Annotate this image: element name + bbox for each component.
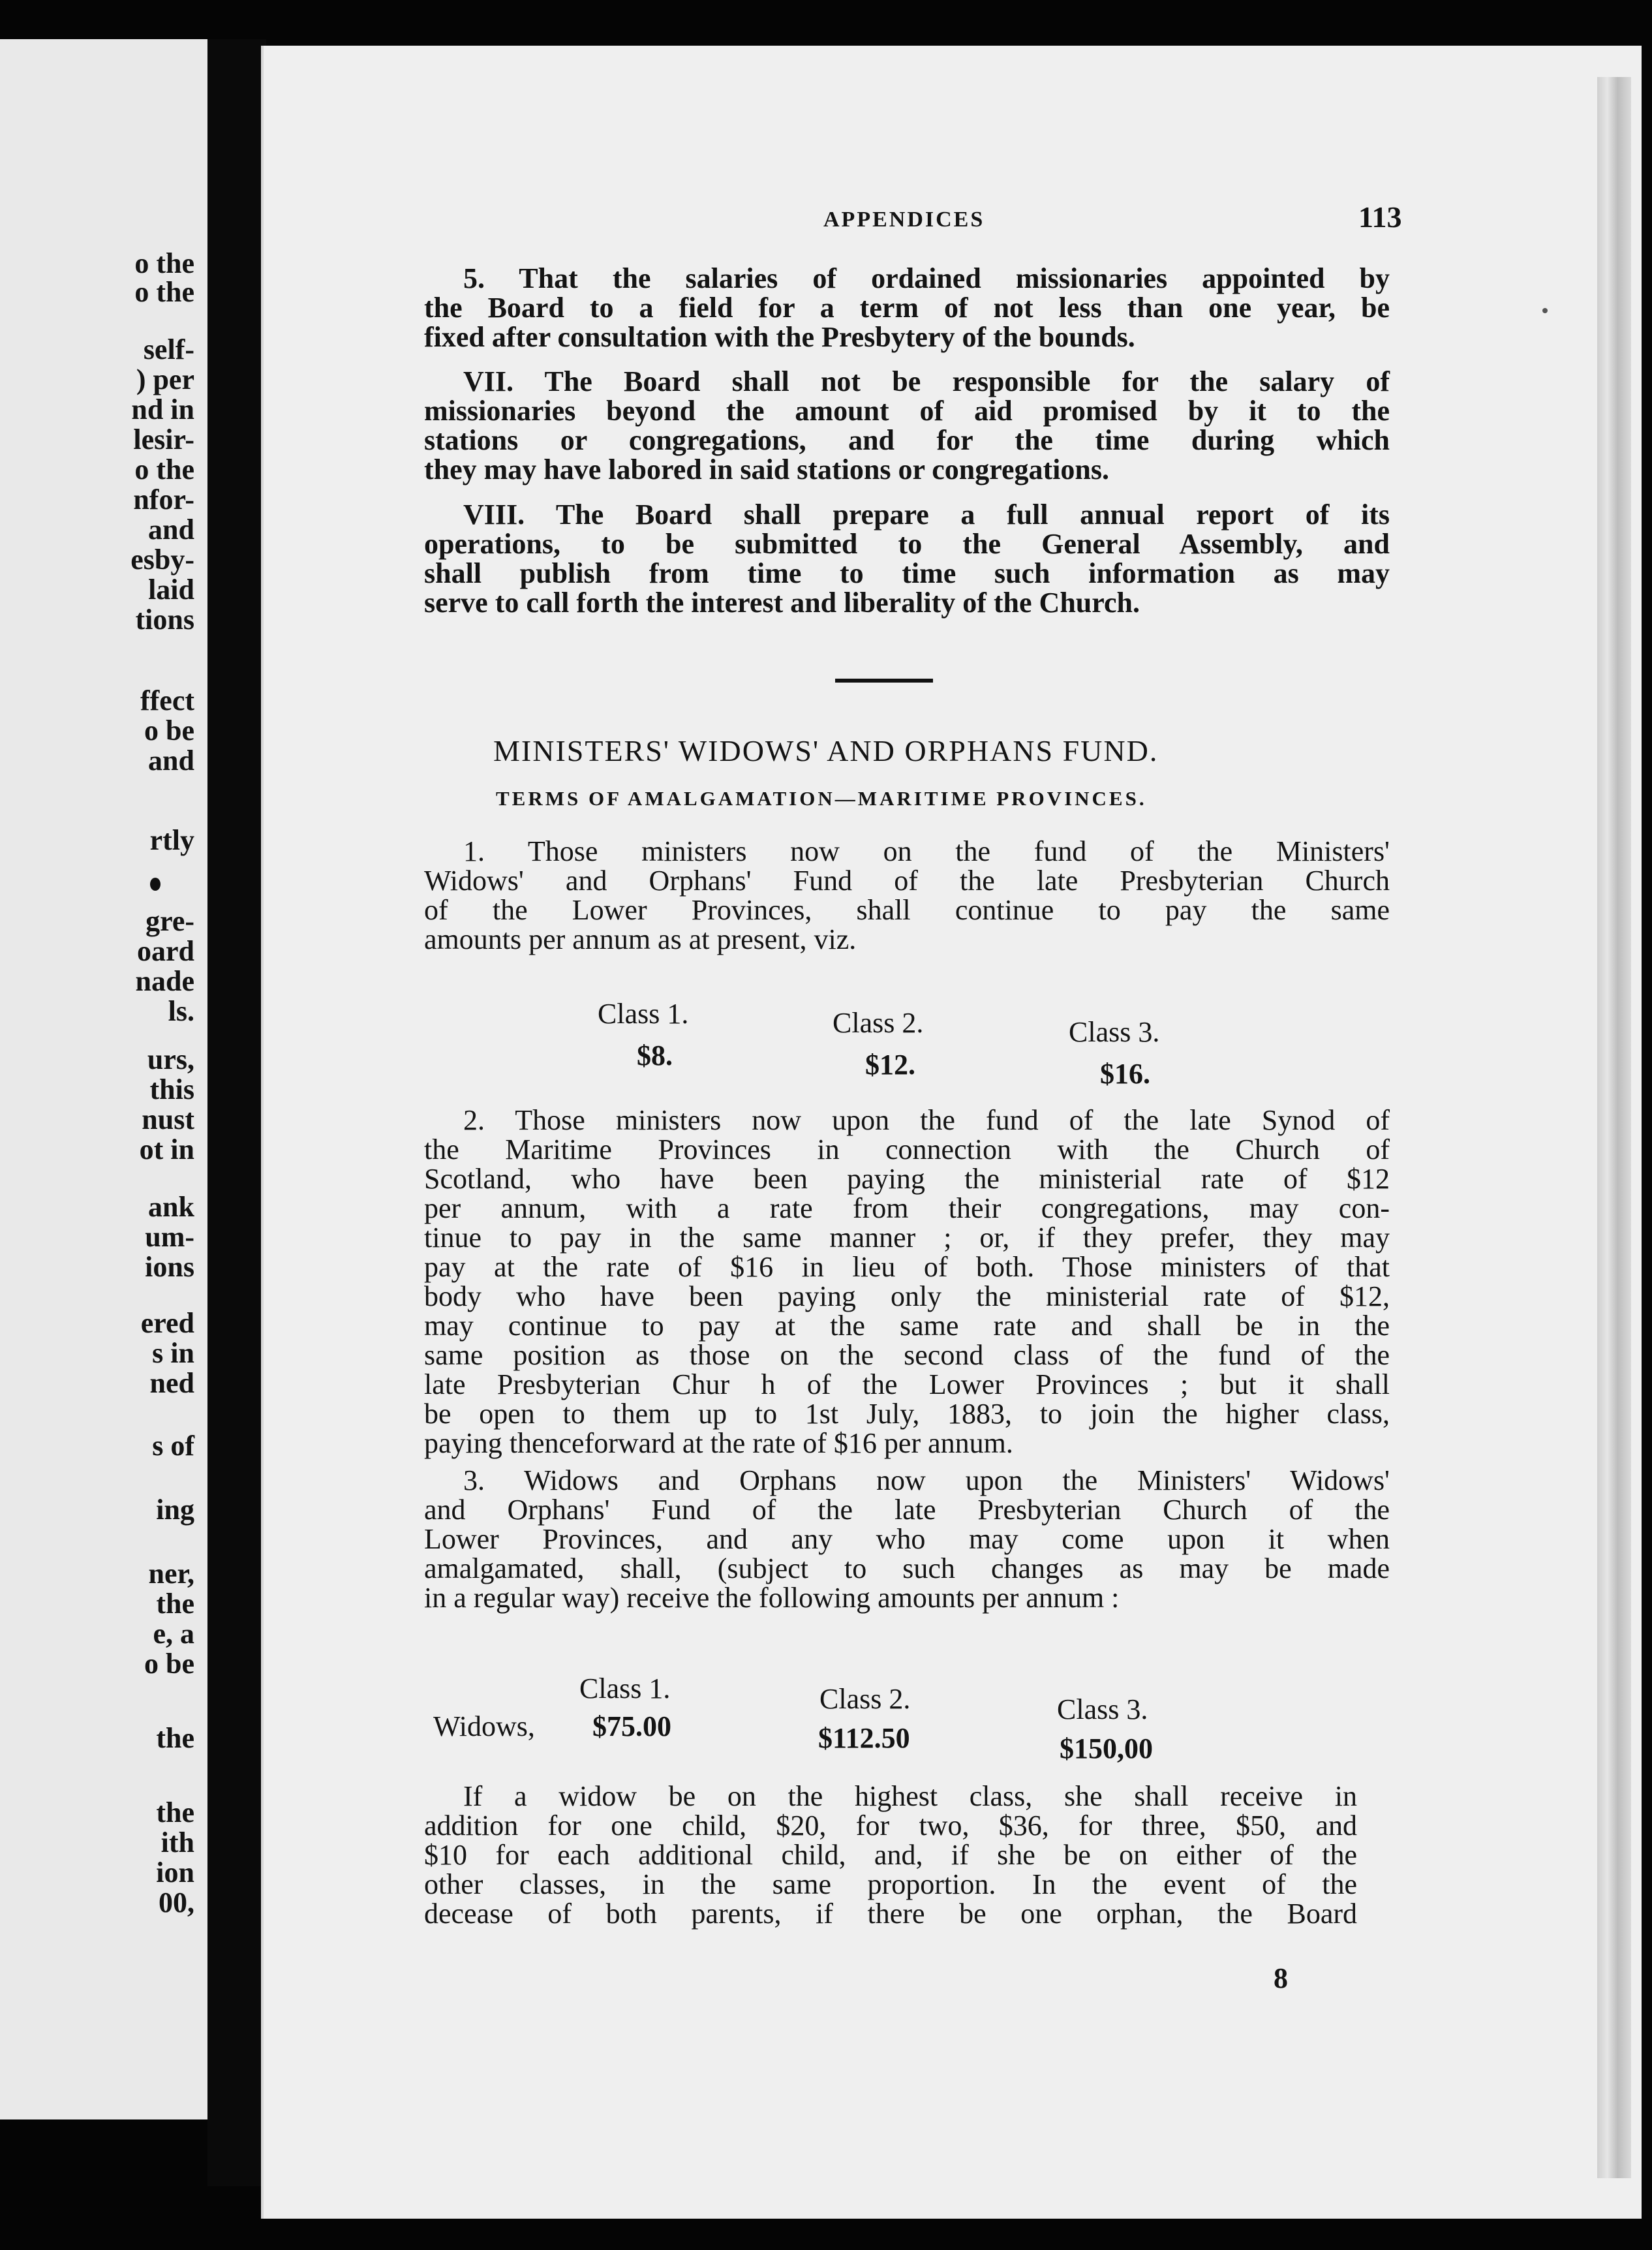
table-cell: $12.: [865, 1049, 915, 1081]
text-line: VII. The Board shall not be responsible for the salary of: [463, 365, 1390, 397]
left-fragment: oard: [137, 935, 194, 967]
text-line: in a regular way) receive the following amounts per annum :: [424, 1582, 1120, 1614]
book-gutter: [207, 39, 266, 2186]
ink-speck: [1542, 308, 1548, 313]
left-fragment: ions: [145, 1251, 194, 1283]
running-header: APPENDICES: [823, 208, 985, 232]
text-line: missionaries beyond the amount of aid promised by it to the: [424, 395, 1390, 427]
left-fragment: and: [148, 514, 194, 546]
table-header: Class 2.: [833, 1007, 924, 1039]
table-row-label: Widows,: [433, 1710, 535, 1742]
left-facing-page: [0, 39, 211, 2119]
text-line: stations or congregations, and for the time during which: [424, 424, 1390, 456]
left-fragment: ank: [148, 1191, 194, 1223]
text-line: amounts per annum as at present, viz.: [424, 923, 857, 955]
text-line: 5. That the salaries of ordained missionaries appointed by: [463, 262, 1390, 294]
left-fragment: 00,: [159, 1887, 194, 1919]
left-fragment: ned: [149, 1367, 194, 1399]
item-3: [424, 1466, 1390, 1612]
item-4: [424, 1781, 1357, 1928]
text-line: amalgamated, shall, (subject to such changes as may be made: [424, 1552, 1390, 1584]
text-line: serve to call forth the interest and liberality of the Church.: [424, 587, 1140, 619]
left-fragment: and: [148, 745, 194, 777]
text-line: be open to them up to 1st July, 1883, to join the higher class,: [424, 1398, 1390, 1430]
left-fragment: ing: [156, 1494, 194, 1526]
text-line: If a widow be on the highest class, she shall receive in: [463, 1780, 1357, 1812]
left-fragment: nade: [135, 965, 194, 997]
left-fragment: nust: [142, 1103, 194, 1135]
left-fragment: nd in: [131, 393, 194, 425]
left-fragment: ) per: [136, 363, 194, 395]
ink-spot: [150, 878, 161, 891]
text-line: they may have labored in said stations or congregations.: [424, 454, 1109, 485]
text-line: Lower Provinces, and any who may come upon it when: [424, 1523, 1390, 1555]
left-fragment: gre-: [145, 905, 194, 937]
left-fragment: s in: [152, 1337, 194, 1369]
text-line: Widows' and Orphans' Fund of the late Presbyterian Church: [424, 865, 1390, 897]
text-line: per annum, with a rate from their congregations, may con-: [424, 1192, 1390, 1224]
section-viii: [424, 500, 1390, 617]
table-cell: $16.: [1100, 1058, 1150, 1090]
left-fragment: o the: [134, 247, 194, 279]
section-divider: [835, 679, 933, 683]
text-line: same position as those on the second class of the fund of the: [424, 1339, 1390, 1371]
item-1: [424, 837, 1390, 954]
text-line: fixed after consultation with the Presbytery of the bounds.: [424, 321, 1135, 353]
page-number: 113: [1358, 200, 1402, 234]
text-line: paying thenceforward at the rate of $16 per annum.: [424, 1427, 1013, 1459]
left-fragment: urs,: [147, 1043, 194, 1075]
text-line: decease of both parents, if there be one orphan, the Board: [424, 1898, 1357, 1930]
section-vii: [424, 367, 1390, 484]
left-fragment: s of: [152, 1430, 194, 1462]
text-line: of the Lower Provinces, shall continue to pay the same: [424, 894, 1390, 926]
left-fragment: lesir-: [133, 424, 194, 455]
text-line: body who have been paying only the ministerial rate of $12,: [424, 1280, 1390, 1312]
table-header: Class 2.: [819, 1683, 911, 1715]
left-fragment: the: [156, 1796, 194, 1828]
page-edge: [1597, 77, 1631, 2178]
left-fragment: ith: [161, 1826, 194, 1858]
text-line: addition for one child, $20, for two, $36, for three, $50, and: [424, 1810, 1357, 1842]
text-line: 3. Widows and Orphans now upon the Ministers' Widows': [463, 1464, 1390, 1496]
left-fragment: ered: [140, 1307, 194, 1339]
text-line: 1. Those ministers now on the fund of the Ministers': [463, 835, 1390, 867]
table-header: Class 3.: [1057, 1693, 1148, 1725]
left-fragment: the: [156, 1588, 194, 1620]
fund-subtitle: TERMS OF AMALGAMATION—MARITIME PROVINCES.: [496, 787, 1147, 810]
left-fragment: o the: [134, 454, 194, 485]
text-line: the Maritime Provinces in connection with the Church of: [424, 1133, 1390, 1165]
item-2: [424, 1105, 1390, 1458]
left-fragment: the: [156, 1722, 194, 1754]
text-line: and Orphans' Fund of the late Presbyterian Church of the: [424, 1494, 1390, 1526]
left-fragment: self-: [143, 333, 194, 365]
text-line: VIII. The Board shall prepare a full annual report of its: [463, 499, 1390, 531]
text-line: other classes, in the same proportion. In the event of the: [424, 1868, 1357, 1900]
text-line: may continue to pay at the same rate and shall be in the: [424, 1310, 1390, 1342]
fund-title: MINISTERS' WIDOWS' AND ORPHANS FUND.: [493, 734, 1159, 767]
table-cell: $8.: [637, 1040, 673, 1071]
table-header: Class 3.: [1069, 1016, 1160, 1048]
left-fragment: this: [149, 1073, 194, 1105]
text-line: shall publish from time to time such information as may: [424, 557, 1390, 589]
left-fragment: ner,: [148, 1558, 194, 1590]
table-header: Class 1.: [579, 1672, 671, 1704]
text-line: operations, to be submitted to the General Assembly, and: [424, 528, 1390, 560]
section-5: [424, 264, 1390, 352]
text-line: 2. Those ministers now upon the fund of the late Synod of: [463, 1104, 1390, 1136]
left-fragment: rtly: [149, 824, 194, 856]
left-fragment: um-: [145, 1221, 194, 1253]
left-fragment: o the: [134, 276, 194, 308]
left-fragment: ls.: [168, 995, 194, 1027]
left-fragment: o be: [144, 715, 194, 747]
left-fragment: o be: [144, 1648, 194, 1680]
table-header: Class 1.: [598, 998, 689, 1030]
left-fragment: e, a: [153, 1618, 194, 1650]
left-fragment: esby-: [130, 544, 194, 576]
text-line: the Board to a field for a term of not less than one year, be: [424, 292, 1390, 324]
left-fragment: ion: [156, 1857, 194, 1888]
left-fragment: ffect: [140, 685, 194, 717]
left-fragment: laid: [148, 574, 194, 606]
left-fragment: ot in: [139, 1133, 194, 1165]
left-fragment: tions: [135, 604, 194, 636]
table-cell: $112.50: [818, 1722, 910, 1754]
text-line: $10 for each additional child, and, if she be on either of the: [424, 1839, 1357, 1871]
text-line: Scotland, who have been paying the ministerial rate of $12: [424, 1163, 1390, 1195]
text-line: late Presbyterian Chur h of the Lower Provinces ; but it shall: [424, 1368, 1390, 1400]
text-line: pay at the rate of $16 in lieu of both. Those ministers of that: [424, 1251, 1390, 1283]
table-cell: $75.00: [592, 1710, 671, 1742]
left-fragment: nfor-: [133, 484, 194, 516]
signature-mark: 8: [1274, 1962, 1288, 1994]
table-cell: $150,00: [1060, 1733, 1153, 1765]
text-line: tinue to pay in the same manner ; or, if they prefer, they may: [424, 1222, 1390, 1254]
